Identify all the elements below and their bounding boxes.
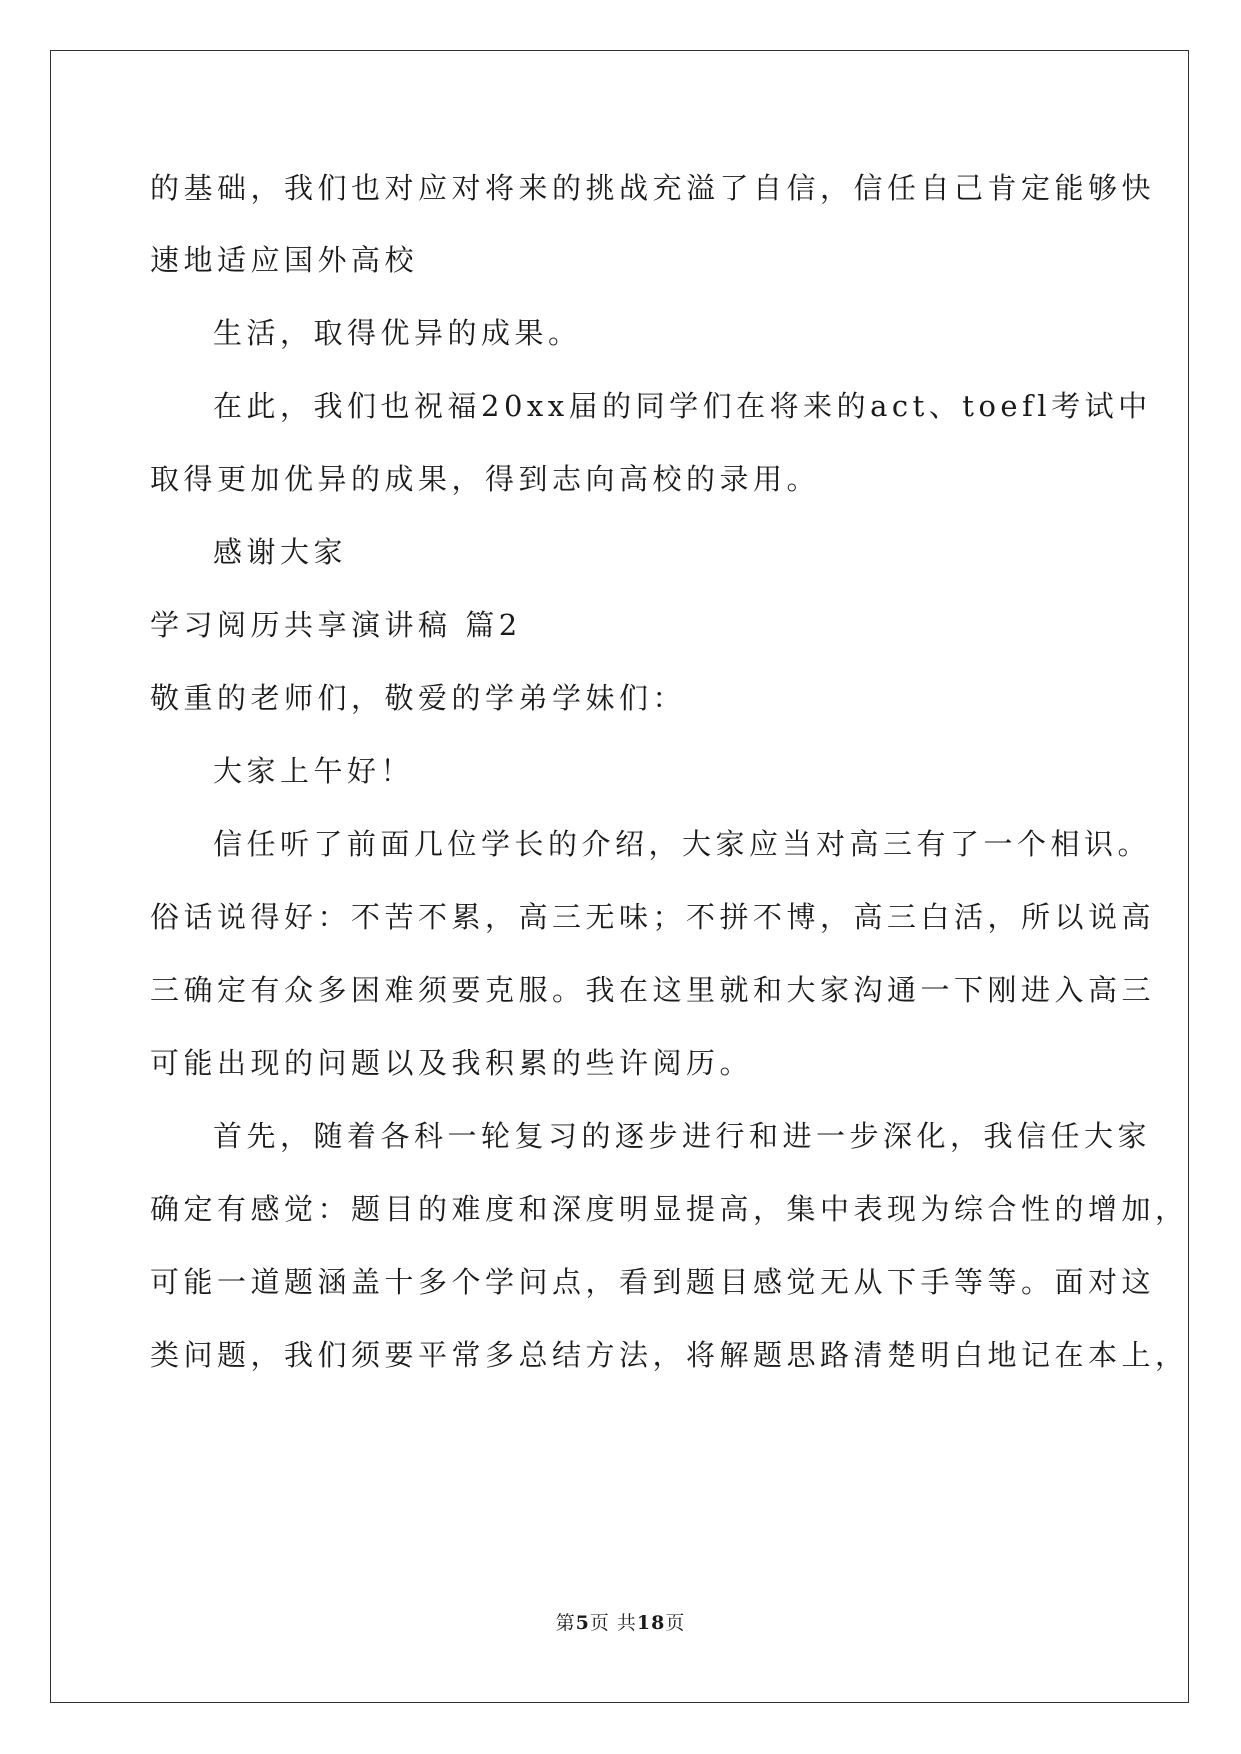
text-line: 可能一道题涵盖十多个学问点，看到题目感觉无从下手等等。面对这 — [150, 1265, 1156, 1299]
text-line: 确定有感觉：题目的难度和深度明显提高，集中表现为综合性的增加， — [150, 1192, 1189, 1226]
current-page-number: 5 — [575, 1612, 590, 1634]
footer-mid: 页 共 — [589, 1612, 637, 1634]
text-line: 感谢大家 — [213, 535, 348, 569]
section-heading: 学习阅历共享演讲稿 篇2 — [150, 608, 522, 642]
text-line: 三确定有众多困难须要克服。我在这里就和大家沟通一下刚进入高三 — [150, 973, 1156, 1007]
text-line: 的基础，我们也对应对将来的挑战充溢了自信，信任自己肯定能够快 — [150, 171, 1156, 205]
text-line: 可能出现的问题以及我积累的些许阅历。 — [150, 1046, 754, 1080]
page-border — [50, 50, 1189, 1703]
page-footer — [0, 1608, 1241, 1635]
salutation: 敬重的老师们，敬爱的学弟学妹们： — [150, 681, 687, 715]
text-line: 信任听了前面几位学长的介绍，大家应当对高三有了一个相识。 — [213, 827, 1152, 861]
text-line: 俗话说得好：不苦不累，高三无味；不拼不博，高三白活，所以说高 — [150, 900, 1156, 934]
text-line: 首先，随着各科一轮复习的逐步进行和进一步深化，我信任大家 — [213, 1119, 1152, 1153]
text-line: 生活，取得优异的成果。 — [213, 316, 582, 350]
footer-prefix: 第 — [555, 1612, 576, 1634]
footer-suffix: 页 — [665, 1612, 686, 1634]
text-line: 取得更加优异的成果，得到志向高校的录用。 — [150, 462, 821, 496]
greeting: 大家上午好！ — [213, 754, 415, 788]
text-line: 在此，我们也祝福20xx届的同学们在将来的act、toefl考试中 — [213, 389, 1152, 423]
text-line: 速地适应国外高校 — [150, 243, 419, 277]
total-page-number: 18 — [636, 1612, 666, 1634]
text-line: 类问题，我们须要平常多总结方法，将解题思路清楚明白地记在本上， — [150, 1338, 1189, 1372]
